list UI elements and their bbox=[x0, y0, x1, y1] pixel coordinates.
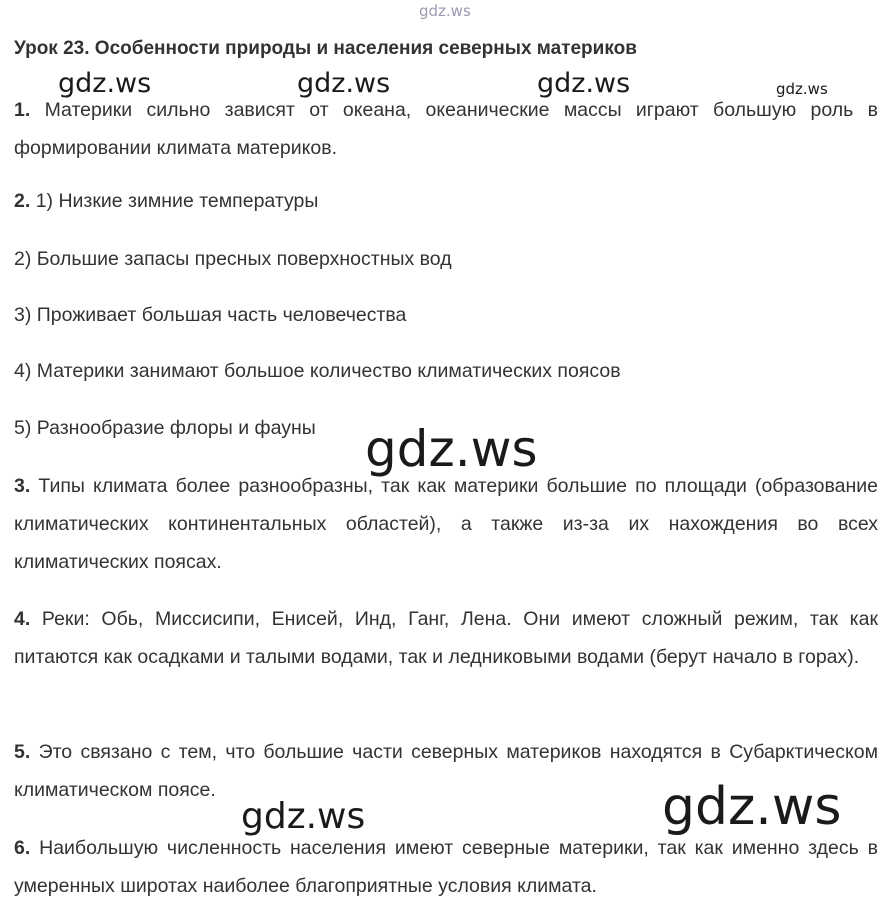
watermark-small-4: gdz.ws bbox=[776, 80, 828, 98]
watermark-top[interactable]: gdz.ws bbox=[419, 2, 471, 20]
watermark-small-3: gdz.ws bbox=[537, 68, 631, 99]
watermark-small-2: gdz.ws bbox=[297, 68, 391, 99]
answer-4 bbox=[14, 600, 878, 676]
answer-number: 5. bbox=[14, 741, 31, 763]
answer-text: 1) Низкие зимние температуры bbox=[35, 190, 319, 212]
answer-text: 5) Разнообразие флоры и фауны bbox=[14, 417, 316, 439]
watermark-middle: gdz.ws bbox=[365, 420, 538, 478]
answer-number: 4. bbox=[14, 608, 31, 630]
answer-text: 3) Проживает большая часть человечества bbox=[14, 304, 407, 326]
answer-text: Материки сильно зависят от океана, океанические массы играют большую роль в формировании климата материков. bbox=[14, 99, 878, 159]
answer-text: 2) Большие запасы пресных поверхностных вод bbox=[14, 248, 452, 270]
answer-text: Это связано с тем, что большие части северных материков находятся в Субарктическом климатическом поясе. bbox=[14, 741, 878, 801]
answer-number: 6. bbox=[14, 837, 31, 859]
answer-2-item-4 bbox=[14, 352, 878, 390]
answer-1 bbox=[14, 91, 878, 167]
watermark-small-1: gdz.ws bbox=[58, 68, 152, 99]
answer-text: 4) Материки занимают большое количество климатических поясов bbox=[14, 360, 621, 382]
answer-3 bbox=[14, 467, 878, 581]
answer-text: Типы климата более разнообразны, так как материки большие по площади (образование климатических континентальных областей), а также из-за их нахождения во всех климатических поясах. bbox=[14, 475, 879, 573]
watermark-bottom-left: gdz.ws bbox=[241, 796, 366, 837]
answer-2-item-2 bbox=[14, 240, 878, 278]
answer-number: 1. bbox=[14, 99, 31, 121]
page-title: Урок 23. Особенности природы и населения северных материков bbox=[14, 38, 637, 59]
answer-2-item-3 bbox=[14, 296, 878, 334]
answer-6 bbox=[14, 829, 878, 905]
answer-number: 3. bbox=[14, 475, 31, 497]
answer-text: Наибольшую численность населения имеют северные материки, так как именно здесь в умеренных широтах наиболее благоприятные условия климата. bbox=[14, 837, 878, 897]
watermark-bottom-right: gdz.ws bbox=[662, 777, 842, 837]
answer-2 bbox=[14, 182, 878, 220]
answer-number: 2. bbox=[14, 190, 31, 212]
answer-text: Реки: Обь, Миссисипи, Енисей, Инд, Ганг, Лена. Они имеют сложный режим, так как питаются как осадками и талыми водами, так и ледниковыми водами (берут начало в горах). bbox=[14, 608, 879, 668]
